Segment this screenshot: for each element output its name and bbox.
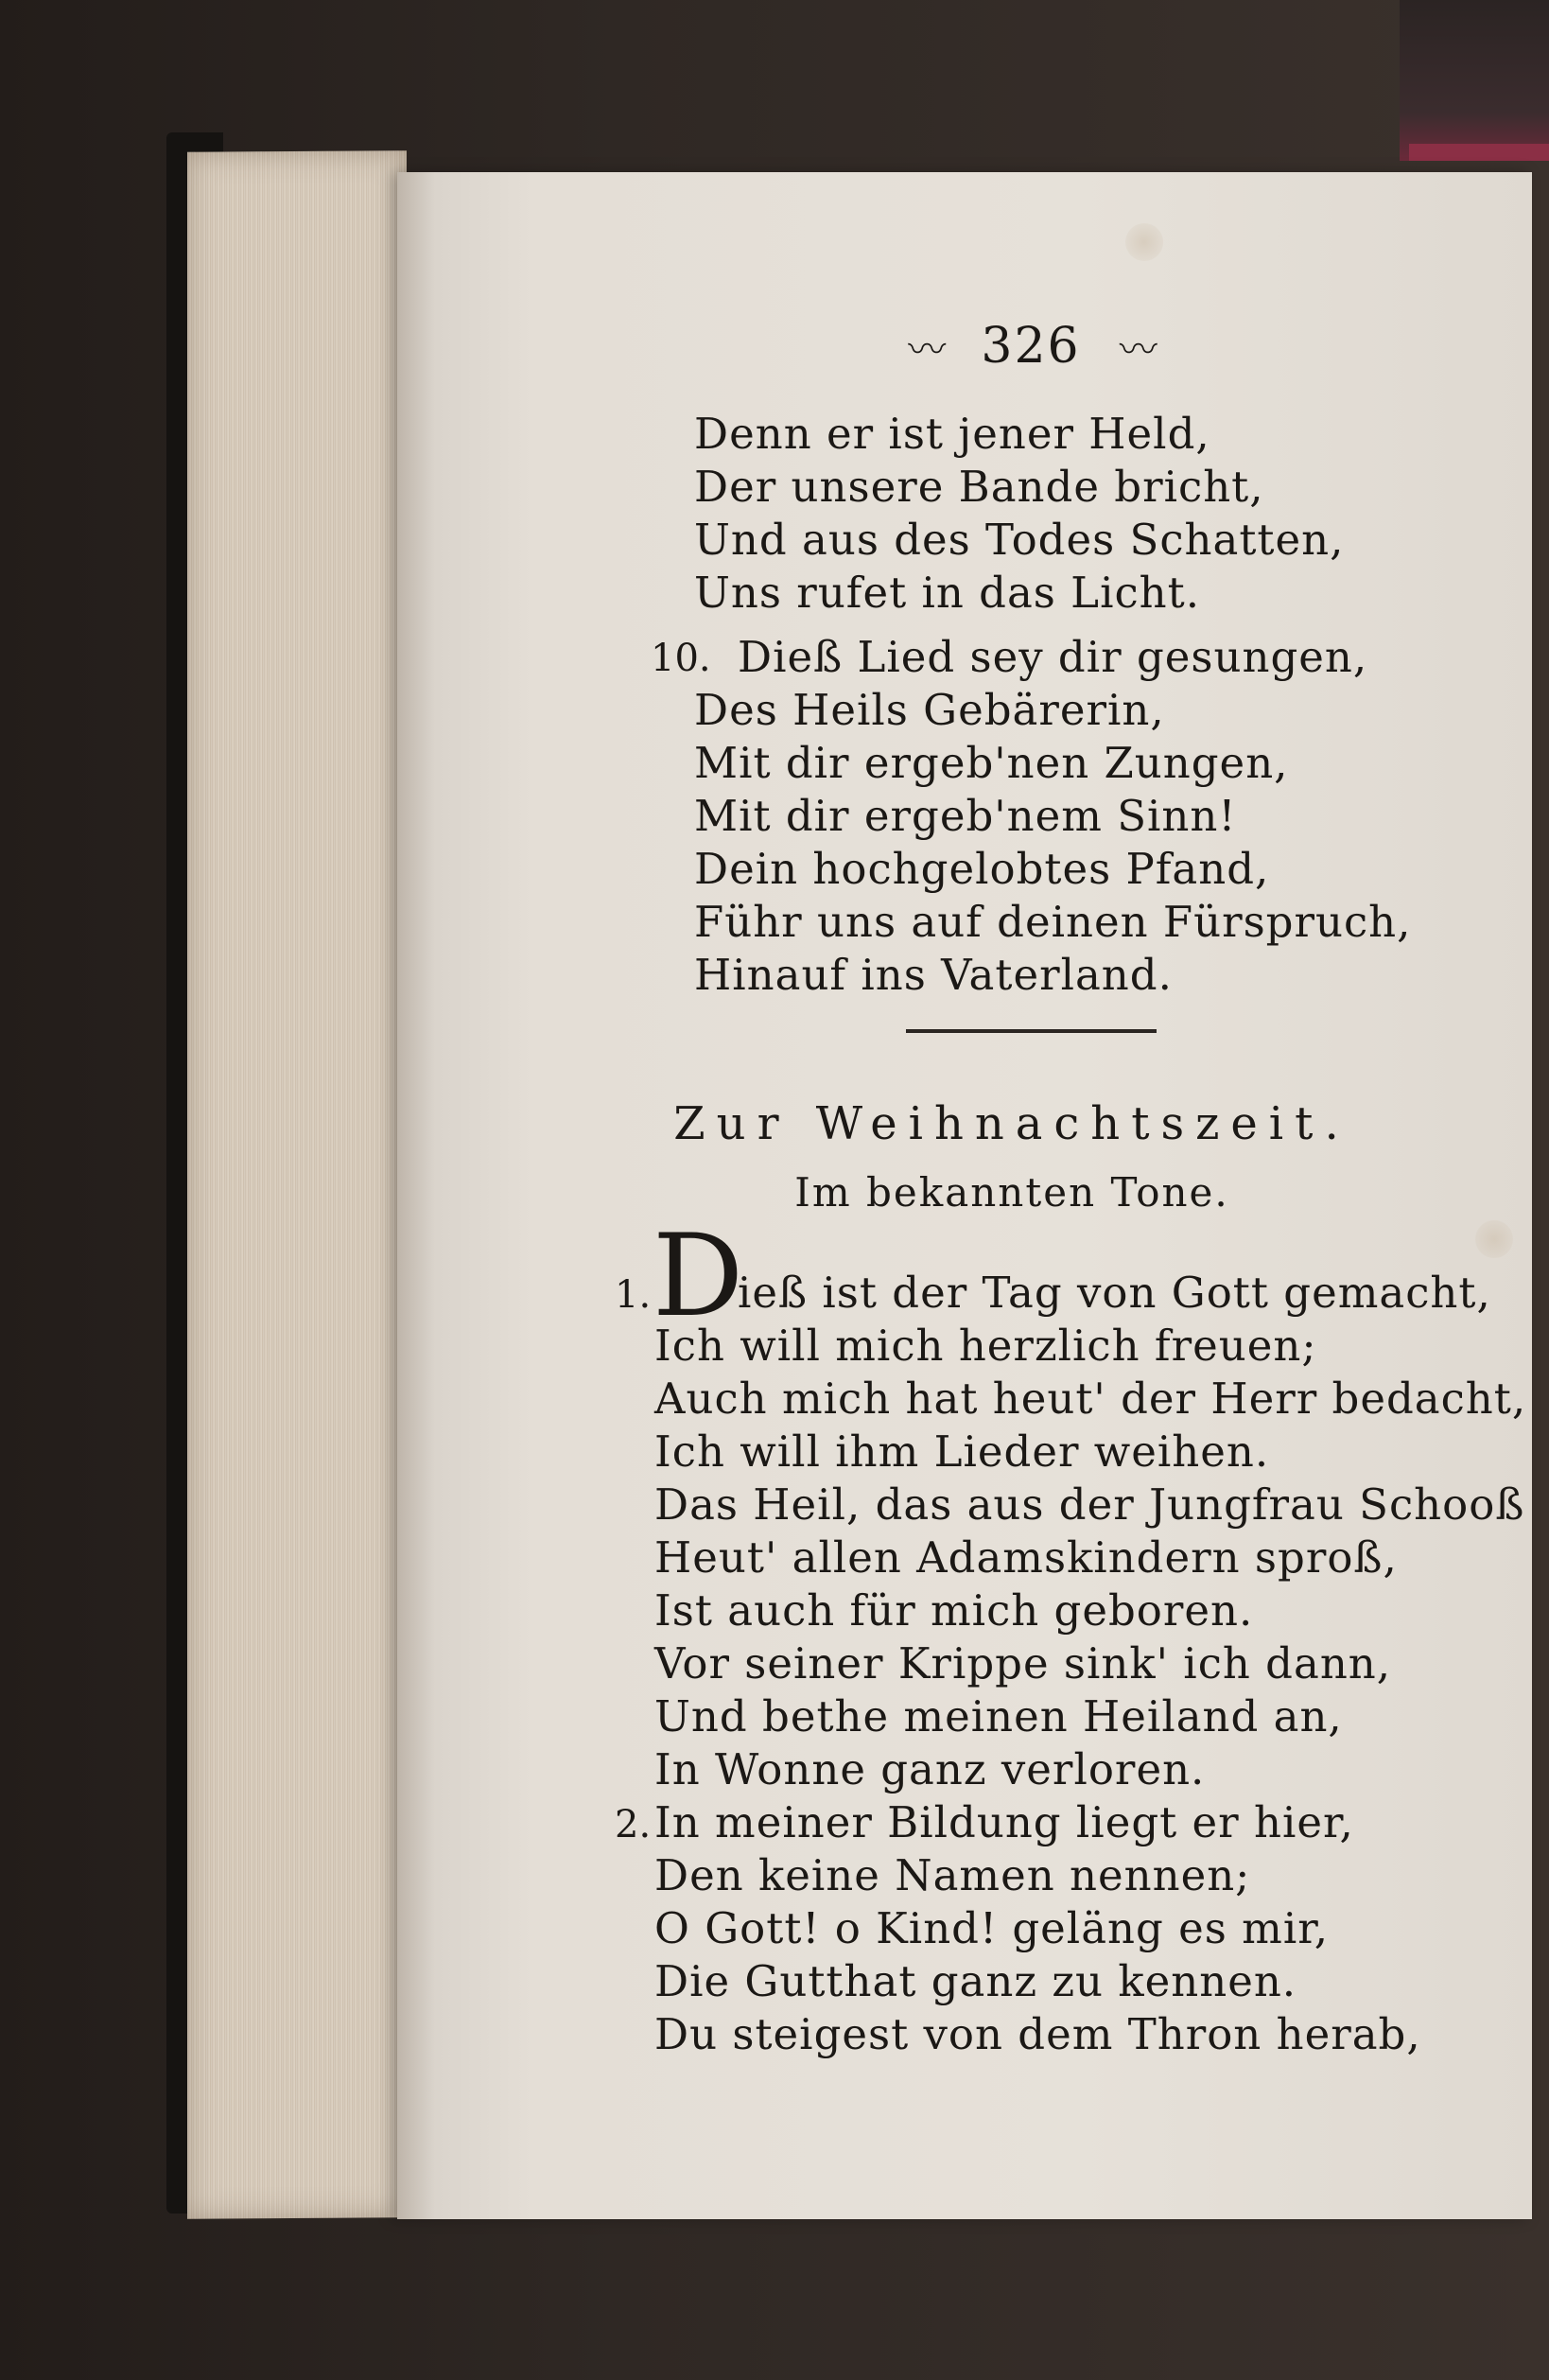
poem-line: Ich will mich herzlich freuen; [654,1321,1317,1371]
poem-line: Mit dir ergeb'nem Sinn! [694,791,1237,841]
poem-line: Denn er ist jener Held, [694,409,1210,459]
poem-line: Ist auch für mich geboren. [654,1585,1254,1636]
poem-line: Auch mich hat heut' der Herr bedacht, [654,1374,1527,1424]
poem-line: Führ uns auf deinen Fürspruch, [694,897,1412,947]
drop-cap: D [653,1211,744,1342]
page-stack-edge [187,150,407,2219]
gutter-shadow [397,172,435,2219]
poem-line: Die Gutthat ganz zu kennen. [654,1956,1297,2006]
verse-number: 2. [615,1803,652,1846]
poem-line: In meiner Bildung liegt er hier, [654,1797,1354,1847]
ornament-left: 〰 [908,327,943,372]
paper-stain [1125,223,1163,261]
poem-line: Dein hochgelobtes Pfand, [694,844,1270,894]
poem-line: Der unsere Bande bricht, [694,462,1264,512]
poem-line: Mit dir ergeb'nen Zungen, [694,738,1289,788]
poem-line: Dieß Lied sey dir gesungen, [738,632,1368,682]
poem-line: Vor seiner Krippe sink' ich dann, [654,1638,1392,1689]
poem-line: Den keine Namen nennen; [654,1850,1251,1900]
poem-subtitle: Im bekannten Tone. [794,1169,1229,1216]
page-header [851,318,1210,384]
poem-line: Du steigest von dem Thron herab, [654,2009,1421,2059]
verse-number: 1. [615,1273,652,1317]
poem-line: O Gott! o Kind! geläng es mir, [654,1903,1330,1953]
poem-line: Hinauf ins Vaterland. [694,950,1173,1000]
poem-line: Das Heil, das aus der Jungfrau Schooß [654,1479,1525,1530]
poem-line: ieß ist der Tag von Gott gemacht, [738,1268,1491,1318]
poem-title-wrap [586,1097,1437,1164]
page-number: 326 [981,318,1081,375]
poem-line: Und bethe meinen Heiland an, [654,1691,1343,1741]
poem-line: Heut' allen Adamskindern sproß, [654,1532,1398,1583]
section-divider [906,1029,1157,1033]
poem-line: In Wonne ganz verloren. [654,1744,1206,1794]
poem-line: Des Heils Gebärerin, [694,685,1165,735]
ornament-right: 〰 [1119,327,1154,372]
poem-title: Zur Weihnachtszeit. [673,1097,1350,1150]
verse-number: 10. [651,637,711,680]
paper-stain [1475,1220,1513,1258]
poem-line: Und aus des Todes Schatten, [694,515,1345,565]
adjacent-page-edge [1400,0,1549,161]
poem-line: Ich will ihm Lieder weihen. [654,1426,1270,1477]
poem-line: Uns rufet in das Licht. [694,568,1201,618]
red-page-edge [1409,144,1549,161]
